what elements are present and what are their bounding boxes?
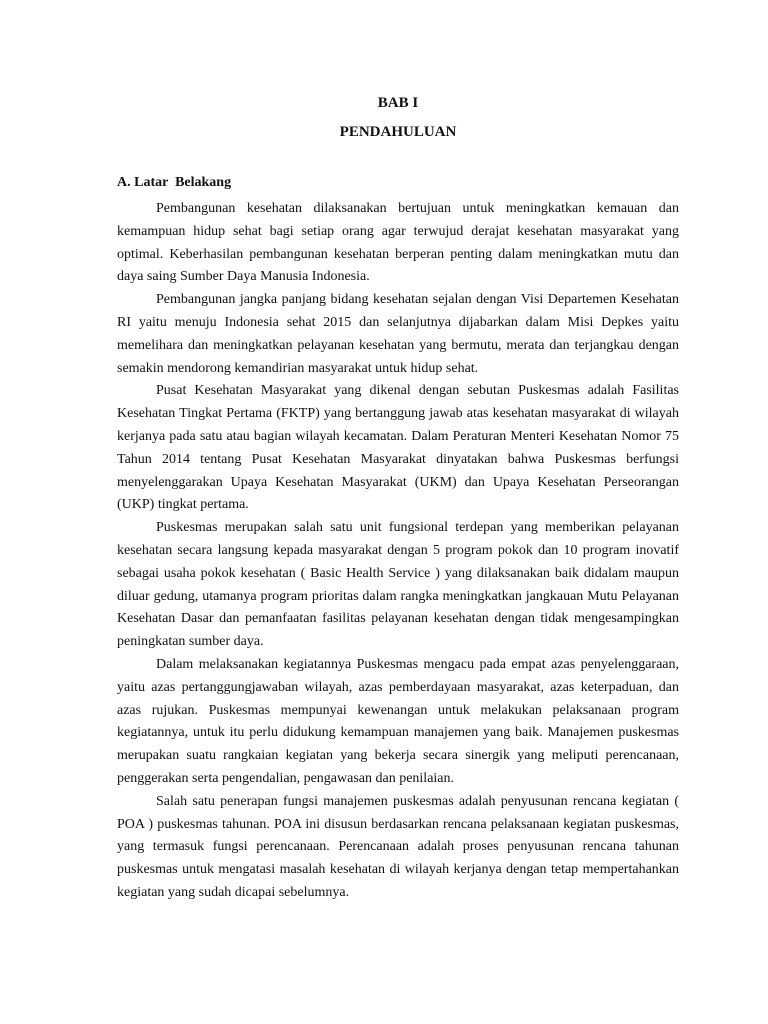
paragraph: Salah satu penerapan fungsi manajemen puskesmas adalah penyusunan rencana kegiatan ( POA ) puskesmas tahunan. POA ini disusun berdasarkan rencana pelaksanaan kegiatan puskesmas, yang termasuk fungsi perencanaan. Perencanaan adalah proses penyusunan rencana tahunan puskesmas untuk mengatasi masalah kesehatan di wilayah kerjanya dengan tetap mempertahankan kegiatan yang sudah dicapai sebelumnya.	[117, 793, 679, 900]
paragraph: Dalam melaksanakan kegiatannya Puskesmas mengacu pada empat azas penyelenggaraan, yaitu azas pertanggungjawaban wilayah, azas pemberdayaan masyarakat, azas keterpaduan, dan azas rujukan. Puskesmas mempunyai kewenangan untuk melakukan pelaksanaan program kegiatannya, untuk itu perlu didukung kemampuan manajemen yang baik. Manajemen puskesmas merupakan suatu rangkaian kegiatan yang bekerja secara sinergik yang meliputi perencanaan, penggerakan serta pengendalian, pengawasan dan penilaian.	[117, 656, 679, 786]
body-text	[117, 198, 679, 905]
chapter-title: PENDAHULUAN	[339, 124, 457, 140]
paragraph: Puskesmas merupakan salah satu unit fungsional terdepan yang memberikan pelayanan kesehatan secara langsung kepada masyarakat dengan 5 program pokok dan 10 program inovatif sebagai usaha pokok kesehatan ( Basic Health Service ) yang dilaksanakan baik didalam maupun diluar gedung, utamanya program prioritas dalam rangka meningkatkan jangkauan Mutu Pelayanan Kesehatan Dasar dan pemanfaatan fasilitas pelayanan kesehatan dengan tidak mengesampingkan peningkatan sumber daya.	[117, 520, 679, 650]
document-page	[117, 0, 679, 905]
chapter-number: BAB I	[377, 95, 419, 111]
paragraph: Pusat Kesehatan Masyarakat yang dikenal dengan sebutan Puskesmas adalah Fasilitas Kesehatan Tingkat Pertama (FKTP) yang bertanggung jawab atas kesehatan masyarakat di wilayah kerjanya pada satu atau bagian wilayah kecamatan. Dalam Peraturan Menteri Kesehatan Nomor 75 Tahun 2014 tentang Pusat Kesehatan Masyarakat dinyatakan bahwa Puskesmas berfungsi menyelenggarakan Upaya Kesehatan Masyarakat (UKM) dan Upaya Kesehatan Perseorangan (UKP) tingkat pertama.	[117, 383, 679, 513]
paragraph: Pembangunan jangka panjang bidang kesehatan sejalan dengan Visi Departemen Kesehatan RI yaitu menuju Indonesia sehat 2015 dan selanjutnya dijabarkan dalam Misi Depkes yaitu memelihara dan meningkatkan pelayanan kesehatan yang bermutu, merata dan terjangkau dengan semakin mendorong kemandirian masyarakat untuk hidup sehat.	[117, 292, 679, 376]
paragraph: Pembangunan kesehatan dilaksanakan bertujuan untuk meningkatkan kemauan dan kemampuan hidup sehat bagi setiap orang agar terwujud derajat kesehatan masyarakat yang optimal. Keberhasilan pembangunan kesehatan berperan penting dalam meningkatkan mutu dan daya saing Sumber Daya Manusia Indonesia.	[117, 201, 679, 285]
section-heading: A. Latar Belakang	[117, 175, 232, 190]
